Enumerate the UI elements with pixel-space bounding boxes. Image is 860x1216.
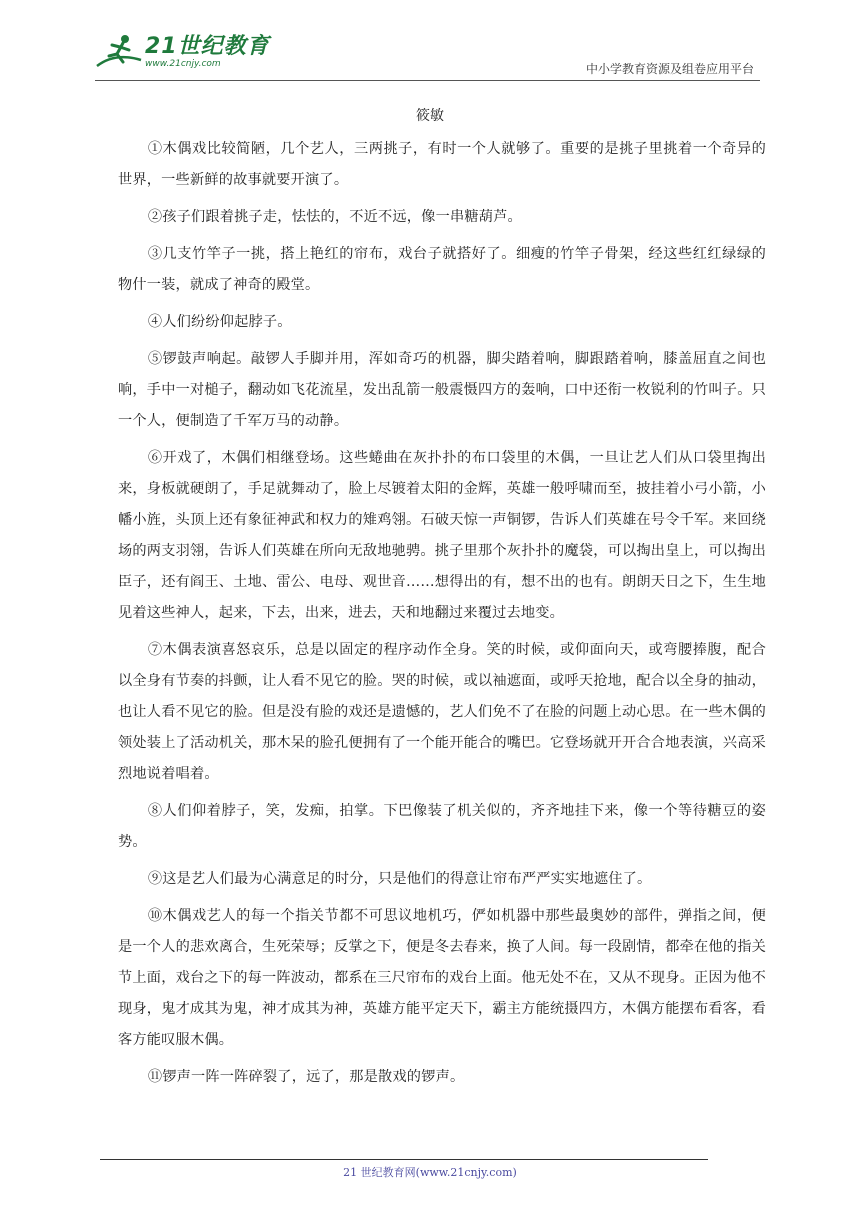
paragraph-3: ③几支竹竿子一挑，搭上艳红的帘布，戏台子就搭好了。细瘦的竹竿子骨架，经这些红红绿绿的物什一装，就成了神奇的殿堂。 xyxy=(118,246,766,293)
document-body xyxy=(118,134,766,1099)
logo-url: www.21cnjy.com xyxy=(145,59,221,69)
logo xyxy=(95,32,270,72)
paragraph-5: ⑤锣鼓声响起。敲锣人手脚并用，浑如奇巧的机器，脚尖踏着响，脚跟踏着响，膝盖屈直之间也响，手中一对槌子，翻动如飞花流星，发出乱箭一般震慑四方的轰响，口中还衔一枚锐利的竹叫子。只一个人，便制造了千军万马的动静。 xyxy=(118,351,766,429)
paragraph-7: ⑦木偶表演喜怒哀乐，总是以固定的程序动作全身。笑的时候，或仰面向天，或弯腰捧腹，配合以全身有节奏的抖颤，让人看不见它的脸。哭的时候，或以袖遮面，或呼天抢地，配合以全身的抽动，也让人看不见它的脸。但是没有脸的戏还是遗憾的，艺人们免不了在脸的问题上动心思。在一些木偶的领处装上了活动机关，那木呆的脸孔便拥有了一个能开能合的嘴巴。它登场就开开合合地表演，兴高采烈地说着唱着。 xyxy=(118,642,766,782)
paragraph-9: ⑨这是艺人们最为心满意足的时分，只是他们的得意让帘布严严实实地遮住了。 xyxy=(147,871,652,887)
logo-text: 21世纪教育 xyxy=(145,34,270,59)
paragraph-2: ②孩子们跟着挑子走，怯怯的，不近不远，像一串糖葫芦。 xyxy=(147,209,522,225)
paragraph-8: ⑧人们仰着脖子，笑，发痴，拍掌。下巴像装了机关似的，齐齐地挂下来，像一个等待糖豆的姿势。 xyxy=(118,803,766,850)
footer-divider xyxy=(100,1159,708,1160)
runner-logo-icon xyxy=(95,32,143,72)
document-title: 筱敏 xyxy=(416,108,444,124)
page-footer: 21 世纪教育网(www.21cnjy.com) xyxy=(343,1166,517,1179)
paragraph-10: ⑩木偶戏艺人的每一个指关节都不可思议地机巧，俨如机器中那些最奥妙的部件，弹指之间，便是一个人的悲欢离合，生死荣辱；反掌之下，便是冬去春来，换了人间。每一段剧情，都牵在他的指关节上面，戏台之下的每一阵波动，都系在三尺帘布的戏台上面。他无处不在，又从不现身。正因为他不现身，鬼才成其为鬼，神才成其为神，英雄方能平定天下，霸主方能统摄四方，木偶方能摆布看客，看客方能叹服木偶。 xyxy=(118,908,766,1048)
page-header xyxy=(95,30,760,81)
paragraph-6: ⑥开戏了，木偶们相继登场。这些蜷曲在灰扑扑的布口袋里的木偶，一旦让艺人们从口袋里掏出来，身板就硬朗了，手足就舞动了，脸上尽镀着太阳的金辉，英雄一般呼啸而至，披挂着小弓小箭，小幡小旌，头顶上还有象征神武和权力的雉鸡翎。石破天惊一声铜锣，告诉人们英雄在号令千军。来回绕场的两支羽翎，告诉人们英雄在所向无敌地驰骋。挑子里那个灰扑扑的魔袋，可以掏出皇上，可以掏出臣子，还有阎王、土地、雷公、电母、观世音……想得出的有，想不出的也有。朗朗天日之下，生生地见着这些神人，起来，下去，出来，进去，天和地翻过来覆过去地变。 xyxy=(118,450,766,621)
platform-label: 中小学教育资源及组卷应用平台 xyxy=(585,62,754,76)
paragraph-4: ④人们纷纷仰起脖子。 xyxy=(147,314,292,330)
paragraph-11: ⑪锣声一阵一阵碎裂了，远了，那是散戏的锣声。 xyxy=(147,1069,465,1085)
paragraph-1: ①木偶戏比较简陋，几个艺人，三两挑子，有时一个人就够了。重要的是挑子里挑着一个奇异的世界，一些新鲜的故事就要开演了。 xyxy=(118,141,766,188)
